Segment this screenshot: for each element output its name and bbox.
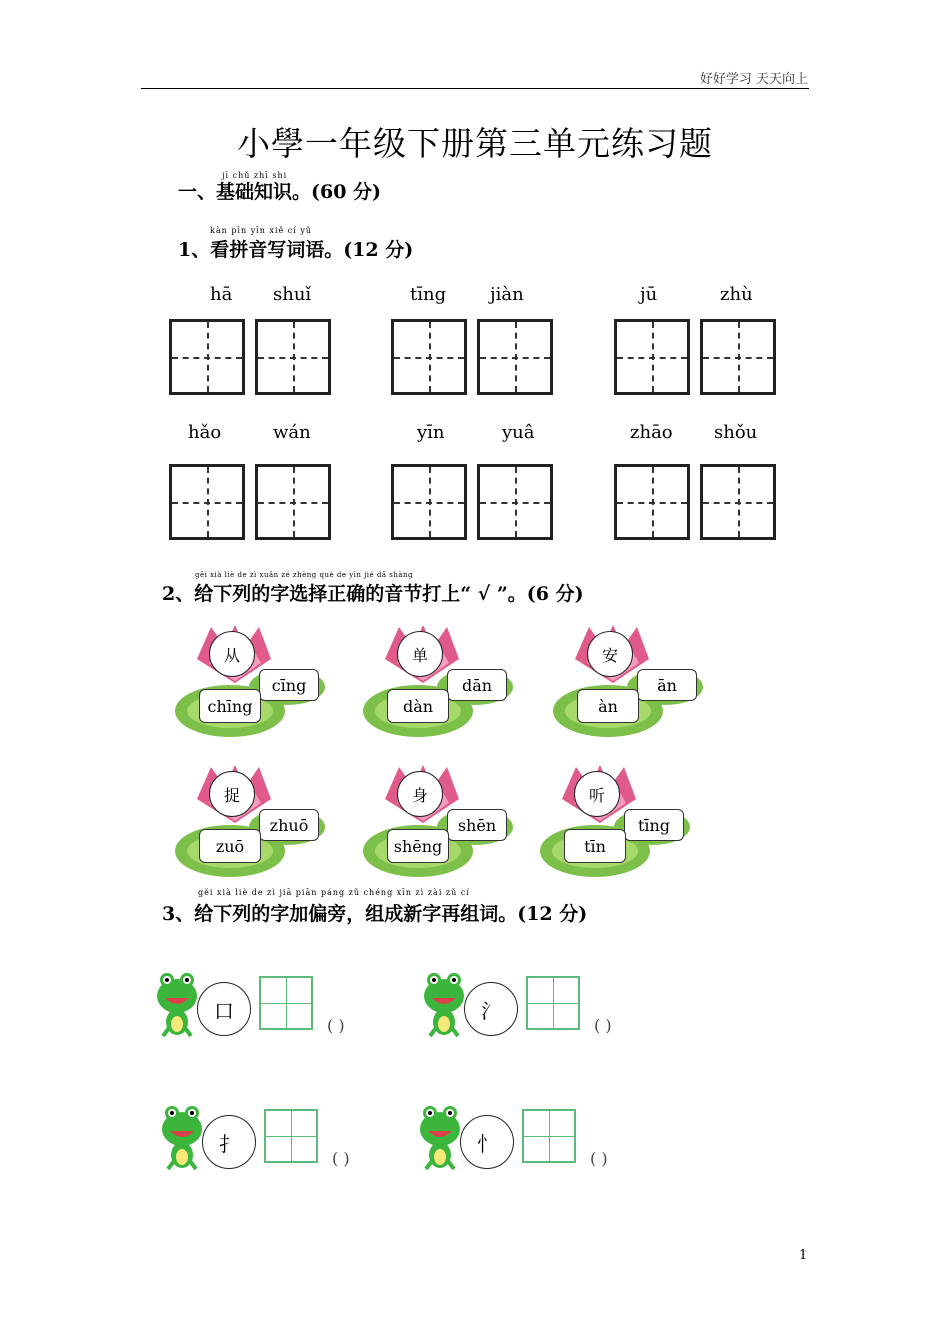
radical-circle: 忄 <box>460 1115 514 1169</box>
tianzi-writing-box[interactable] <box>169 319 245 395</box>
lotus-character: 安 <box>587 631 633 677</box>
lotus-item <box>363 765 513 880</box>
q1-pinyin: tīng <box>410 284 447 305</box>
q1-pinyin: shuǐ <box>273 284 312 305</box>
lotus-character: 从 <box>209 631 255 677</box>
pinyin-option-a[interactable]: cīng <box>259 669 319 701</box>
pinyin-option-b[interactable]: zuō <box>199 829 261 863</box>
tianzi-writing-box[interactable] <box>614 319 690 395</box>
pinyin-option-b[interactable]: chīng <box>199 689 261 723</box>
tianzi-writing-box[interactable] <box>700 319 776 395</box>
pinyin-option-a[interactable]: zhuō <box>259 809 319 841</box>
q3-ruby: gěi xià liè de zì jiā piān páng zǔ chéng xīn zì zài zǔ cí <box>198 888 470 897</box>
pinyin-option-a[interactable]: shēn <box>447 809 507 841</box>
q1-pinyin: jū <box>640 284 658 305</box>
tianzi-writing-box[interactable] <box>391 319 467 395</box>
pinyin-option-b[interactable]: àn <box>577 689 639 723</box>
q1-heading: 1、看拼音写词语。(12 分) <box>178 239 414 261</box>
tianzi-writing-box[interactable] <box>700 464 776 540</box>
q1-pinyin: shǒu <box>714 422 758 443</box>
q1-pinyin: jiàn <box>490 284 524 305</box>
lotus-character: 身 <box>397 771 443 817</box>
q1-pinyin: hā <box>210 284 233 305</box>
header-divider <box>141 88 809 89</box>
pinyin-option-a[interactable]: tīng <box>624 809 684 841</box>
lotus-item <box>553 625 703 740</box>
q1-pinyin: zhù <box>720 284 753 305</box>
page-number: 1 <box>799 1248 808 1263</box>
new-character-box[interactable] <box>259 976 313 1030</box>
radical-circle: 扌 <box>202 1115 256 1169</box>
word-answer-blank[interactable]: ( ) <box>594 1016 612 1035</box>
q1-pinyin: hǎo <box>188 422 222 443</box>
page-title: 小學一年级下册第三单元练习题 <box>237 124 713 163</box>
q3-heading: 3、给下列的字加偏旁，组成新字再组词。(12 分) <box>162 903 588 925</box>
tianzi-writing-box[interactable] <box>477 464 553 540</box>
q1-pinyin: wán <box>273 422 311 443</box>
pinyin-option-b[interactable]: dàn <box>387 689 449 723</box>
q1-pinyin: yīn <box>417 422 445 443</box>
lotus-item <box>175 625 325 740</box>
frog-icon <box>160 1103 204 1175</box>
tianzi-writing-box[interactable] <box>391 464 467 540</box>
lotus-item <box>363 625 513 740</box>
lotus-character: 听 <box>574 771 620 817</box>
tianzi-writing-box[interactable] <box>477 319 553 395</box>
q2-heading: 2、给下列的字选择正确的音节打上“ √ ”。(6 分) <box>162 583 584 605</box>
new-character-box[interactable] <box>264 1109 318 1163</box>
frog-icon <box>155 970 199 1042</box>
pinyin-option-a[interactable]: ān <box>637 669 697 701</box>
header-motto: 好好学习 天天向上 <box>699 72 808 87</box>
new-character-box[interactable] <box>522 1109 576 1163</box>
q1-pinyin: zhāo <box>630 422 673 443</box>
section1-ruby: jī chǔ zhī shi <box>222 171 288 180</box>
pinyin-option-b[interactable]: shēng <box>387 829 449 863</box>
word-answer-blank[interactable]: ( ) <box>332 1149 350 1168</box>
section1-heading: 一、基础知识。(60 分) <box>178 181 382 203</box>
tianzi-writing-box[interactable] <box>255 319 331 395</box>
q2-ruby: gěi xià liè de zì xuǎn zé zhèng què de yīn jié dǎ shàng <box>195 571 414 579</box>
lotus-item <box>175 765 325 880</box>
q1-pinyin: yuâ <box>502 422 535 443</box>
lotus-item <box>540 765 690 880</box>
pinyin-option-b[interactable]: tīn <box>564 829 626 863</box>
lotus-character: 单 <box>397 631 443 677</box>
tianzi-writing-box[interactable] <box>255 464 331 540</box>
frog-icon <box>422 970 466 1042</box>
pinyin-option-a[interactable]: dān <box>447 669 507 701</box>
radical-circle: 口 <box>197 982 251 1036</box>
word-answer-blank[interactable]: ( ) <box>327 1016 345 1035</box>
radical-circle: 氵 <box>464 982 518 1036</box>
word-answer-blank[interactable]: ( ) <box>590 1149 608 1168</box>
tianzi-writing-box[interactable] <box>614 464 690 540</box>
lotus-character: 捉 <box>209 771 255 817</box>
tianzi-writing-box[interactable] <box>169 464 245 540</box>
q1-ruby: kàn pīn yīn xiě cí yǔ <box>210 226 313 235</box>
new-character-box[interactable] <box>526 976 580 1030</box>
frog-icon <box>418 1103 462 1175</box>
